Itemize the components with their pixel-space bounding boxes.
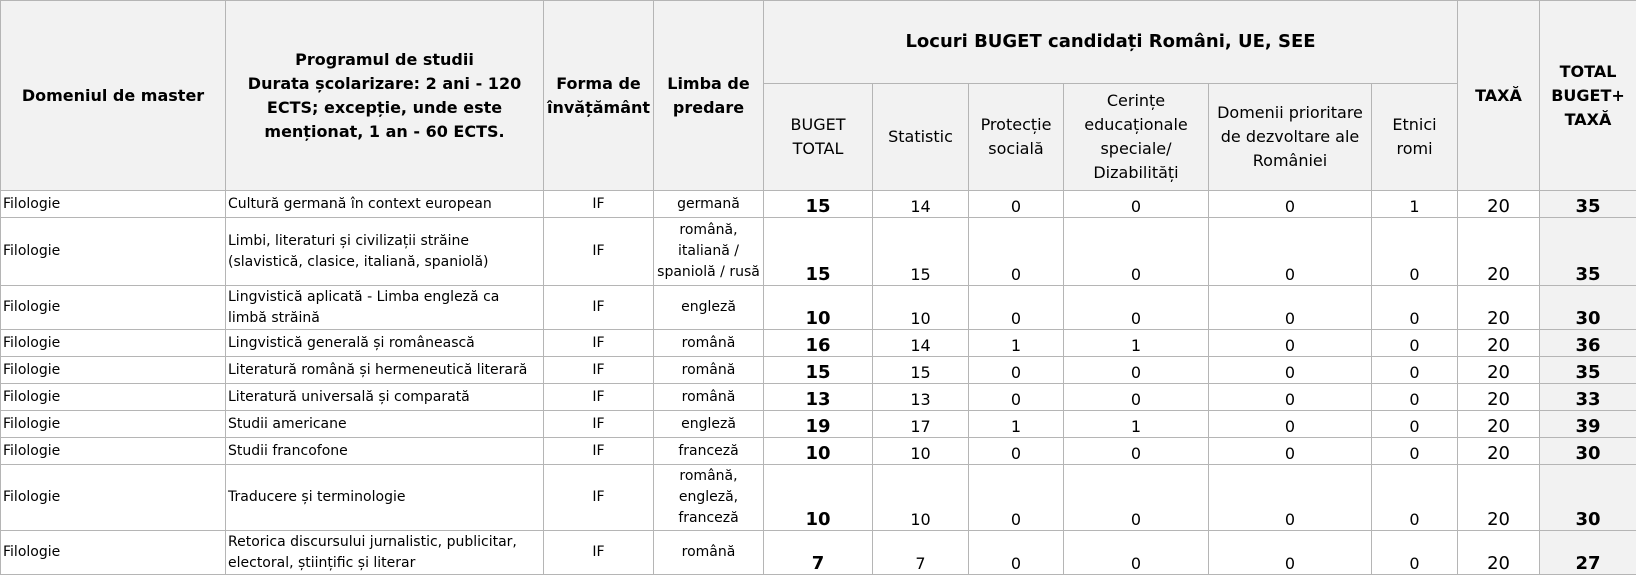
cell-total: 35 <box>1540 191 1636 218</box>
cell-forma: IF <box>544 218 654 286</box>
header-domeniu: Domeniul de master <box>1 1 226 191</box>
cell-limba: română, engleză, franceză <box>654 465 764 531</box>
cell-protectie: 0 <box>969 218 1064 286</box>
cell-program: Traducere și terminologie <box>226 465 544 531</box>
table-row <box>1 191 1636 218</box>
cell-protectie: 0 <box>969 384 1064 411</box>
cell-domenii-prioritare: 0 <box>1209 465 1372 531</box>
cell-domenii-prioritare: 0 <box>1209 191 1372 218</box>
cell-domenii-prioritare: 0 <box>1209 218 1372 286</box>
cell-limba: română, italiană / spaniolă / rusă <box>654 218 764 286</box>
cell-buget-total: 15 <box>764 191 873 218</box>
cell-statistic: 15 <box>873 218 969 286</box>
cell-buget-total: 7 <box>764 531 873 575</box>
cell-domenii-prioritare: 0 <box>1209 330 1372 357</box>
cell-buget-total: 15 <box>764 218 873 286</box>
cell-domenii-prioritare: 0 <box>1209 438 1372 465</box>
cell-domeniu: Filologie <box>1 465 226 531</box>
table-row <box>1 330 1636 357</box>
cell-protectie: 1 <box>969 330 1064 357</box>
cell-program: Literatură universală și comparată <box>226 384 544 411</box>
cell-domeniu: Filologie <box>1 218 226 286</box>
cell-forma: IF <box>544 438 654 465</box>
cell-limba: română <box>654 384 764 411</box>
header-protectie: Protecție socială <box>969 84 1064 191</box>
cell-taxa: 20 <box>1458 218 1540 286</box>
cell-statistic: 10 <box>873 465 969 531</box>
cell-forma: IF <box>544 531 654 575</box>
cell-program: Lingvistică generală și românească <box>226 330 544 357</box>
table-row <box>1 357 1636 384</box>
header-buget-total: BUGET TOTAL <box>764 84 873 191</box>
cell-forma: IF <box>544 384 654 411</box>
cell-domenii-prioritare: 0 <box>1209 384 1372 411</box>
table-row <box>1 465 1636 531</box>
cell-buget-total: 13 <box>764 384 873 411</box>
cell-statistic: 17 <box>873 411 969 438</box>
cell-total: 36 <box>1540 330 1636 357</box>
cell-buget-total: 15 <box>764 357 873 384</box>
cell-statistic: 15 <box>873 357 969 384</box>
cell-limba: engleză <box>654 286 764 330</box>
cell-limba: română <box>654 531 764 575</box>
cell-domenii-prioritare: 0 <box>1209 531 1372 575</box>
cell-buget-total: 19 <box>764 411 873 438</box>
cell-protectie: 0 <box>969 438 1064 465</box>
cell-cerinte: 0 <box>1064 438 1209 465</box>
cell-taxa: 20 <box>1458 357 1540 384</box>
cell-protectie: 0 <box>969 357 1064 384</box>
cell-buget-total: 10 <box>764 465 873 531</box>
cell-etnici-romi: 0 <box>1372 531 1458 575</box>
cell-domeniu: Filologie <box>1 357 226 384</box>
cell-domeniu: Filologie <box>1 286 226 330</box>
cell-etnici-romi: 0 <box>1372 438 1458 465</box>
header-program-title: Programul de studii <box>228 48 541 72</box>
cell-domeniu: Filologie <box>1 330 226 357</box>
cell-taxa: 20 <box>1458 286 1540 330</box>
cell-taxa: 20 <box>1458 531 1540 575</box>
cell-total: 30 <box>1540 286 1636 330</box>
cell-cerinte: 1 <box>1064 330 1209 357</box>
cell-program: Retorica discursului jurnalistic, publicitar, electoral, științific și literar <box>226 531 544 575</box>
cell-cerinte: 0 <box>1064 191 1209 218</box>
cell-protectie: 0 <box>969 531 1064 575</box>
header-locuri-buget: Locuri BUGET candidați Români, UE, SEE <box>764 1 1458 84</box>
header-program-duration: Durata școlarizare: 2 ani - 120 ECTS; excepție, unde este menționat, 1 an - 60 ECTS. <box>228 72 541 144</box>
cell-forma: IF <box>544 191 654 218</box>
cell-protectie: 0 <box>969 465 1064 531</box>
cell-limba: germană <box>654 191 764 218</box>
cell-etnici-romi: 0 <box>1372 286 1458 330</box>
cell-program: Cultură germană în context european <box>226 191 544 218</box>
cell-cerinte: 1 <box>1064 411 1209 438</box>
cell-limba: română <box>654 357 764 384</box>
header-etnici-romi: Etnici romi <box>1372 84 1458 191</box>
cell-forma: IF <box>544 465 654 531</box>
cell-total: 27 <box>1540 531 1636 575</box>
cell-etnici-romi: 0 <box>1372 218 1458 286</box>
header-forma: Forma de învățământ <box>544 1 654 191</box>
cell-buget-total: 16 <box>764 330 873 357</box>
cell-taxa: 20 <box>1458 384 1540 411</box>
cell-cerinte: 0 <box>1064 357 1209 384</box>
cell-statistic: 13 <box>873 384 969 411</box>
cell-domeniu: Filologie <box>1 384 226 411</box>
cell-program: Studii americane <box>226 411 544 438</box>
table-row <box>1 531 1636 575</box>
cell-domeniu: Filologie <box>1 191 226 218</box>
cell-taxa: 20 <box>1458 438 1540 465</box>
cell-limba: engleză <box>654 411 764 438</box>
cell-total: 30 <box>1540 465 1636 531</box>
cell-total: 39 <box>1540 411 1636 438</box>
cell-protectie: 0 <box>969 286 1064 330</box>
cell-program: Studii francofone <box>226 438 544 465</box>
table-row <box>1 218 1636 286</box>
cell-domeniu: Filologie <box>1 531 226 575</box>
cell-domenii-prioritare: 0 <box>1209 357 1372 384</box>
header-total: TOTAL BUGET+ TAXĂ <box>1540 1 1636 191</box>
cell-cerinte: 0 <box>1064 286 1209 330</box>
cell-forma: IF <box>544 330 654 357</box>
cell-total: 35 <box>1540 218 1636 286</box>
cell-taxa: 20 <box>1458 411 1540 438</box>
header-taxa: TAXĂ <box>1458 1 1540 191</box>
cell-statistic: 10 <box>873 438 969 465</box>
cell-limba: franceză <box>654 438 764 465</box>
cell-program: Limbi, literaturi și civilizații străine (slavistică, clasice, italiană, spaniolă) <box>226 218 544 286</box>
cell-taxa: 20 <box>1458 330 1540 357</box>
header-cerinte: Cerințe educaționale speciale/ Dizabilități <box>1064 84 1209 191</box>
cell-cerinte: 0 <box>1064 465 1209 531</box>
table-body <box>1 191 1636 575</box>
cell-forma: IF <box>544 357 654 384</box>
cell-etnici-romi: 0 <box>1372 384 1458 411</box>
cell-limba: română <box>654 330 764 357</box>
cell-total: 30 <box>1540 438 1636 465</box>
cell-statistic: 10 <box>873 286 969 330</box>
cell-protectie: 0 <box>969 191 1064 218</box>
cell-statistic: 7 <box>873 531 969 575</box>
cell-etnici-romi: 0 <box>1372 465 1458 531</box>
cell-taxa: 20 <box>1458 465 1540 531</box>
cell-domenii-prioritare: 0 <box>1209 411 1372 438</box>
cell-domeniu: Filologie <box>1 438 226 465</box>
cell-statistic: 14 <box>873 191 969 218</box>
cell-domeniu: Filologie <box>1 411 226 438</box>
cell-forma: IF <box>544 411 654 438</box>
header-statistic: Statistic <box>873 84 969 191</box>
cell-program: Lingvistică aplicată - Limba engleză ca limbă străină <box>226 286 544 330</box>
cell-etnici-romi: 0 <box>1372 330 1458 357</box>
cell-forma: IF <box>544 286 654 330</box>
cell-program: Literatură română și hermeneutică literară <box>226 357 544 384</box>
cell-buget-total: 10 <box>764 438 873 465</box>
cell-etnici-romi: 0 <box>1372 357 1458 384</box>
table-row <box>1 384 1636 411</box>
table-row <box>1 286 1636 330</box>
header-program <box>226 1 544 191</box>
cell-total: 35 <box>1540 357 1636 384</box>
cell-cerinte: 0 <box>1064 384 1209 411</box>
cell-buget-total: 10 <box>764 286 873 330</box>
header-limba: Limba de predare <box>654 1 764 191</box>
table-row <box>1 438 1636 465</box>
table-row <box>1 411 1636 438</box>
cell-taxa: 20 <box>1458 191 1540 218</box>
cell-domenii-prioritare: 0 <box>1209 286 1372 330</box>
cell-etnici-romi: 0 <box>1372 411 1458 438</box>
cell-protectie: 1 <box>969 411 1064 438</box>
header-domenii-prioritare: Domenii prioritare de dezvoltare ale României <box>1209 84 1372 191</box>
cell-total: 33 <box>1540 384 1636 411</box>
cell-cerinte: 0 <box>1064 218 1209 286</box>
cell-cerinte: 0 <box>1064 531 1209 575</box>
cell-statistic: 14 <box>873 330 969 357</box>
cell-etnici-romi: 1 <box>1372 191 1458 218</box>
